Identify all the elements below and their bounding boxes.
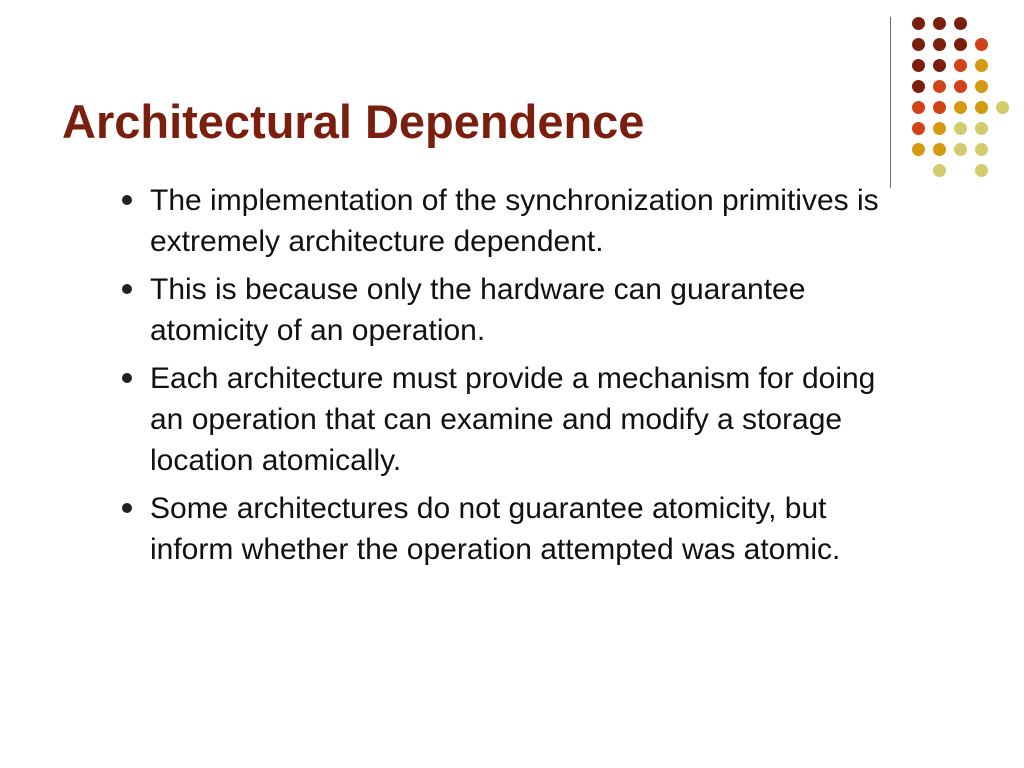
bullet-text: Each architecture must provide a mechanism for doing an operation that can examine and modify a storage location atomically.	[150, 362, 876, 477]
decorative-dot	[933, 17, 946, 30]
bullet-text: This is because only the hardware can guarantee atomicity of an operation.	[150, 273, 806, 347]
decorative-dot	[954, 17, 967, 30]
decorative-dot	[933, 38, 946, 51]
bullet-item	[118, 269, 898, 351]
decorative-dot	[933, 143, 946, 156]
decorative-dot	[933, 164, 946, 177]
decorative-dot	[954, 38, 967, 51]
decorative-dot	[954, 101, 967, 114]
bullet-text: Some architectures do not guarantee atomicity, but inform whether the operation attempted was atomic.	[150, 492, 841, 566]
decorative-dot	[975, 59, 988, 72]
decorative-dot	[912, 17, 925, 30]
decorative-dot	[954, 122, 967, 135]
bullet-list	[118, 180, 898, 577]
vertical-divider	[890, 17, 891, 188]
decorative-dot	[933, 80, 946, 93]
decorative-dot	[975, 122, 988, 135]
bullet-dot-icon	[122, 503, 132, 513]
decorative-dot	[912, 101, 925, 114]
bullet-item	[118, 180, 898, 262]
bullet-item	[118, 358, 898, 481]
decorative-dot	[975, 38, 988, 51]
decorative-dot	[912, 143, 925, 156]
decorative-dot	[954, 59, 967, 72]
decorative-dot	[975, 164, 988, 177]
bullet-text: The implementation of the synchronization primitives is extremely architecture dependent.	[150, 184, 879, 258]
decorative-dot	[912, 38, 925, 51]
decorative-dot	[912, 80, 925, 93]
bullet-dot-icon	[122, 195, 132, 205]
decorative-dot	[975, 101, 988, 114]
bullet-item	[118, 488, 898, 570]
decorative-dot	[912, 59, 925, 72]
decorative-dot	[933, 122, 946, 135]
decorative-dot	[933, 59, 946, 72]
decorative-dot	[996, 101, 1009, 114]
decorative-dot	[954, 80, 967, 93]
decorative-dot	[975, 143, 988, 156]
slide-title: Architectural Dependence	[62, 95, 645, 148]
bullet-dot-icon	[122, 373, 132, 383]
decorative-dot	[912, 122, 925, 135]
decorative-dot	[975, 80, 988, 93]
decorative-dot	[933, 101, 946, 114]
decorative-dot	[954, 143, 967, 156]
bullet-dot-icon	[122, 284, 132, 294]
